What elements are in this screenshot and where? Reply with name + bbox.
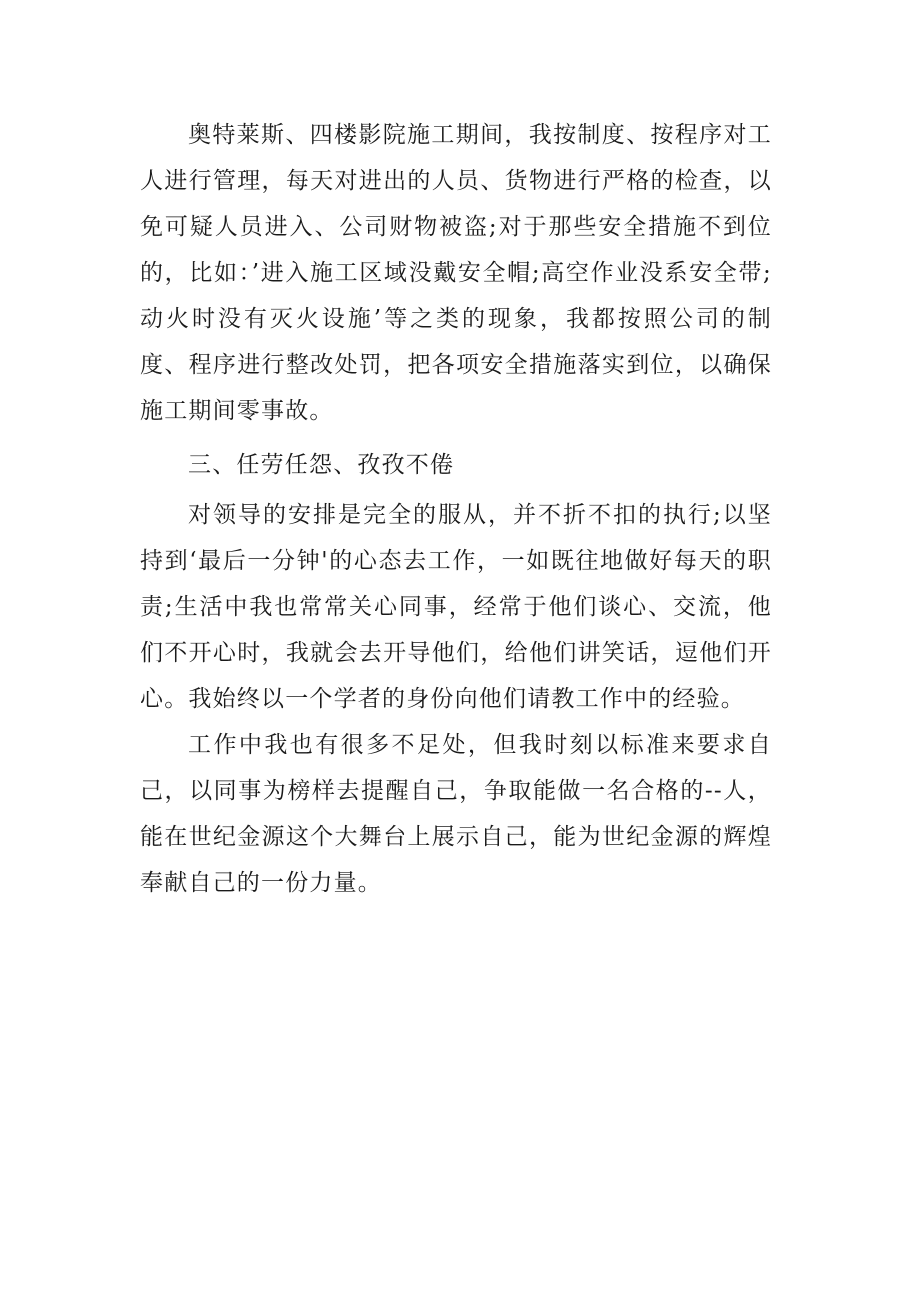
document-page <box>140 112 772 906</box>
section-heading-3: 三、任劳任怨、孜孜不倦 <box>188 452 455 478</box>
paragraph-self-improvement: 工作中我也有很多不足处，但我时刻以标准来要求自己，以同事为榜样去提醒自己，争取能做一名合格的--人，能在世纪金源这个大舞台上展示自己，能为世纪金源的辉煌奉献自己的一份力量。 <box>140 732 772 896</box>
paragraph-work-attitude: 对领导的安排是完全的服从，并不折不扣的执行;以坚持到‘最后一分钟'的心态去工作，一如既往地做好每天的职责;生活中我也常常关心同事，经常于他们谈心、交流，他们不开心时，我就会去开导他们，给他们讲笑话，逗他们开心。我始终以一个学者的身份向他们请教工作中的经验。 <box>140 502 772 712</box>
paragraph-construction-management: 奥特莱斯、四楼影院施工期间，我按制度、按程序对工人进行管理，每天对进出的人员、货物进行严格的检查，以免可疑人员进入、公司财物被盗;对于那些安全措施不到位的，比如：’进入施工区域没戴安全帽;高空作业没系安全带;动火时没有灭火设施’等之类的现象，我都按照公司的制度、程序进行整改处罚，把各项安全措施落实到位，以确保施工期间零事故。 <box>140 122 772 424</box>
